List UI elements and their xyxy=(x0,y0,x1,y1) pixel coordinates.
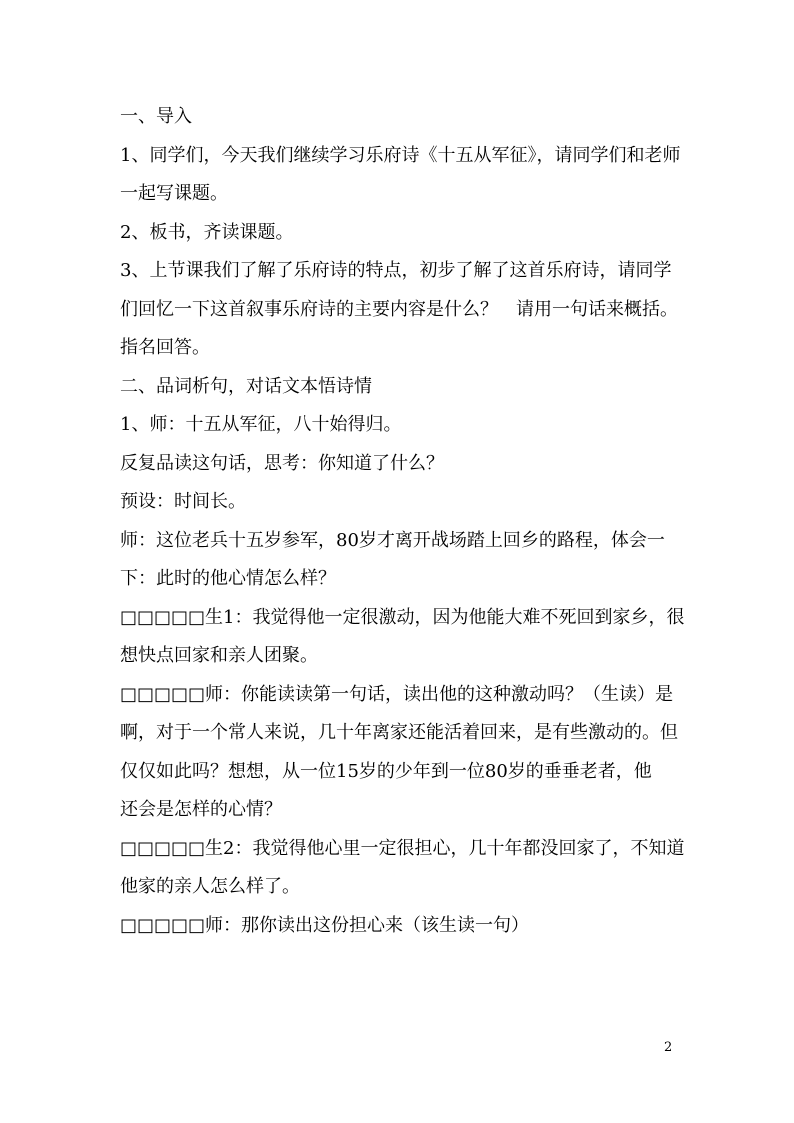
text-line: 下：此时的他心情怎么样？ xyxy=(120,568,336,589)
text-line: 还会是怎样的心情？ xyxy=(120,799,282,820)
text-line: □□□□□生2：我觉得他心里一定很担心，几十年都没回家了，不知道 xyxy=(120,837,685,859)
text-line: 师：这位老兵十五岁参军，80岁才离开战场踏上回乡的路程，体会一 xyxy=(120,529,665,551)
text-line: 想快点回家和亲人团聚。 xyxy=(120,645,318,666)
page-number: 2 xyxy=(664,1040,673,1055)
text-line: □□□□□生1：我觉得他一定很激动，因为他能大难不死回到家乡，很 xyxy=(120,606,685,628)
text-line: 指名回答。 xyxy=(120,337,210,358)
section-heading-analysis: 二、品词析句，对话文本悟诗情 xyxy=(120,375,372,397)
text-line: 1、同学们，今天我们继续学习乐府诗《十五从军征》，请同学们和老师 xyxy=(120,144,681,166)
text-line: 2、板书，齐读课题。 xyxy=(120,221,294,243)
text-line: □□□□□师：那你读出这份担心来（该生读一句） xyxy=(120,914,530,936)
text-line: 3、上节课我们了解了乐府诗的特点，初步了解了这首乐府诗，请同学 xyxy=(120,260,672,281)
text-line: 们回忆一下这首叙事乐府诗的主要内容是什么？ 请用一句话来概括。 xyxy=(120,298,678,320)
document-body xyxy=(120,98,685,945)
text-line: 他家的亲人怎么样了。 xyxy=(120,876,300,897)
text-line: 一起写课题。 xyxy=(120,183,228,204)
text-line: □□□□□师：你能读读第一句话，读出他的这种激动吗？（生读）是 xyxy=(120,683,674,705)
text-line: 1、师：十五从军征，八十始得归。 xyxy=(120,414,402,435)
text-line: 仅仅如此吗？想想，从一位15岁的少年到一位80岁的垂垂老者，他 xyxy=(120,760,652,782)
text-line: 预设：时间长。 xyxy=(120,491,246,512)
section-heading-intro: 一、导入 xyxy=(120,106,192,127)
text-line: 啊，对于一个常人来说，几十年离家还能活着回来，是有些激动的。但 xyxy=(120,722,678,743)
text-line: 反复品读这句话，思考：你知道了什么？ xyxy=(120,452,444,474)
